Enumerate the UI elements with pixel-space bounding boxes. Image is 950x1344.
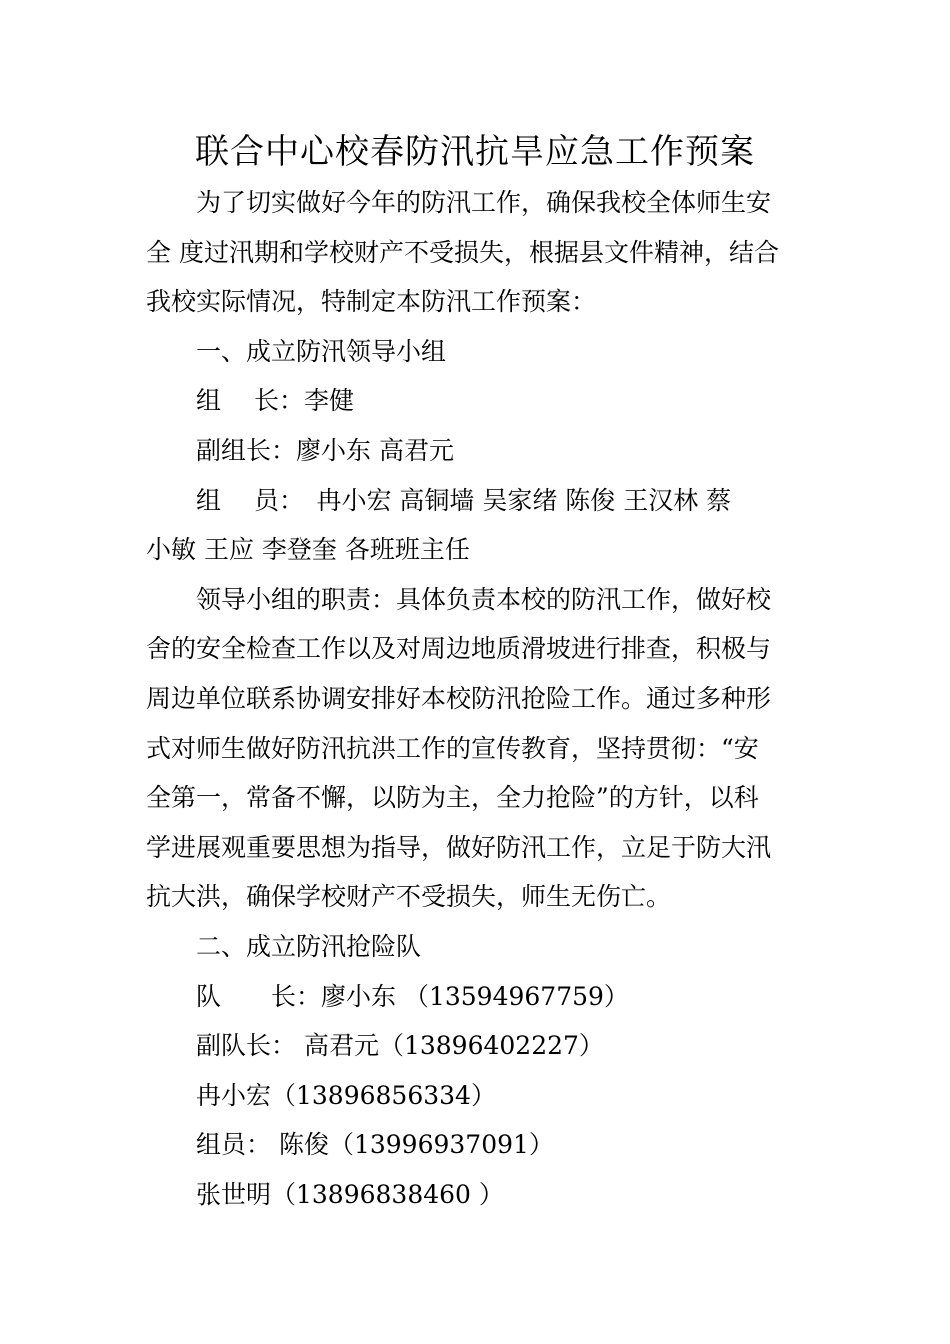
paragraph-line: 学进展观重要思想为指导，做好防汛工作，立足于防大汛 [146,832,772,862]
paragraph-line: 舍的安全检查工作以及对周边地质滑坡进行排查，积极与 [146,634,772,664]
paragraph-line: 为了切实做好今年的防汛工作，确保我校全体师生安 [196,188,772,217]
section-heading: 一、成立防汛领导小组 [196,336,447,366]
members-line: 组 员： 冉小宏 高铜墙 吴家绪 陈俊 王汉林 蔡 [196,485,732,515]
team-leader-line: 队 长：廖小东 （13594967759） [196,981,629,1011]
paragraph-line: 抗大洪，确保学校财产不受损失，师生无伤亡。 [146,882,672,912]
team-member-line: 张世明（13896838460 ） [196,1179,504,1209]
document-title: 联合中心校春防汛抗旱应急工作预案 [195,132,755,172]
paragraph-line: 全 度过汛期和学校财产不受损失，根据县文件精神，结合 [146,237,779,267]
deputy-team-leader-line: 冉小宏（13896856334） [196,1080,496,1110]
deputy-leader-line: 副组长：廖小东 高君元 [196,435,454,465]
members-line: 小敏 王应 李登奎 各班班主任 [146,535,470,565]
document-body [146,178,806,1219]
paragraph-line: 全第一，常备不懈，以防为主，全力抢险”的方针，以科 [146,783,759,813]
section-heading: 二、成立防汛抢险队 [196,931,422,961]
paragraph-line: 式对师生做好防汛抗洪工作的宣传教育，坚持贯彻：“安 [146,733,759,763]
paragraph-line: 我校实际情况，特制定本防汛工作预案： [146,287,597,317]
leader-line: 组 长：李健 [196,386,354,416]
paragraph-line: 领导小组的职责：具体负责本校的防汛工作，做好校 [196,584,772,614]
deputy-team-leader-line: 副队长： 高君元（13896402227） [196,1031,604,1061]
paragraph-line: 周边单位联系协调安排好本校防汛抢险工作。通过多种形 [146,683,772,713]
team-member-line: 组员： 陈俊（13996937091） [196,1130,554,1160]
